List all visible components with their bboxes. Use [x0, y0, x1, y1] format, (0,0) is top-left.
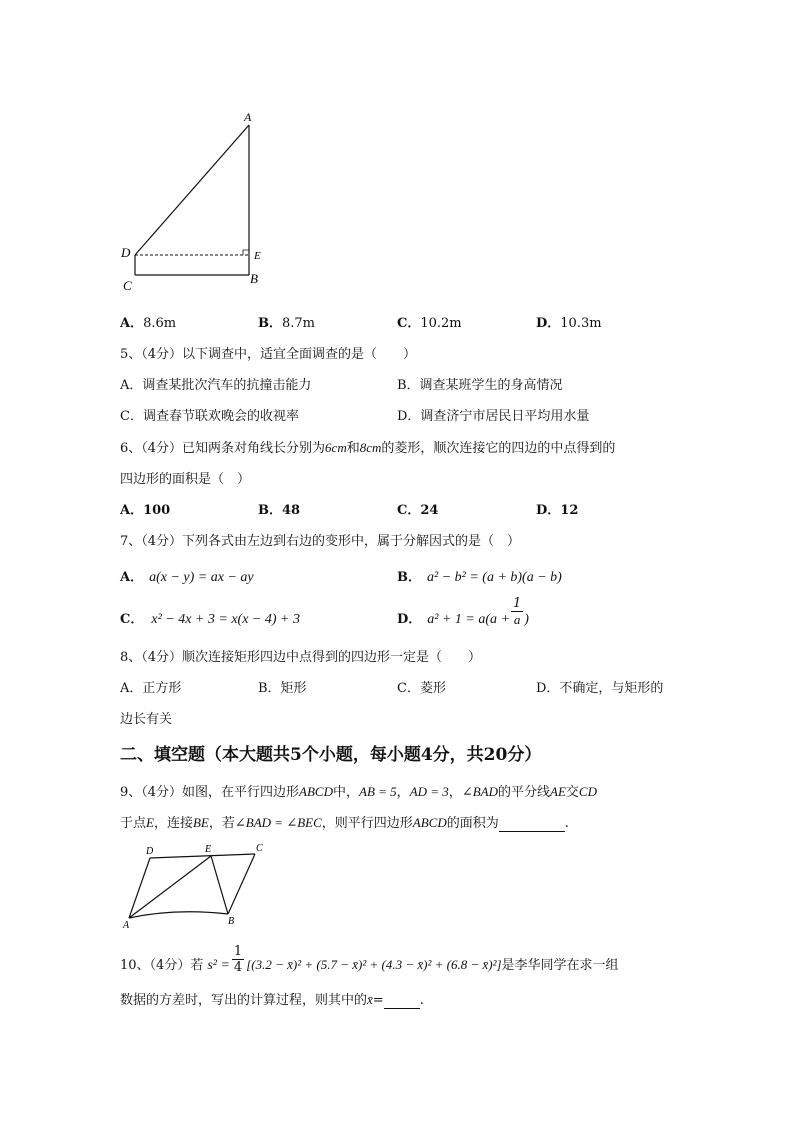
q5-stem: 5、（4分）以下调查中，适宜全面调查的是（ ） — [120, 347, 417, 362]
q7-option-d: D． a² + 1 = a(a + $\frac{1}{a}$ ) — [397, 596, 529, 627]
line-eb — [211, 856, 228, 914]
q9-figure — [115, 838, 275, 933]
q6-stem: 6、（4分）已知两条对角线长分别为6cm和8cm的菱形，顺次连接它的四边的中点得到的 — [120, 440, 616, 456]
q6-option-a: A．100 — [120, 503, 171, 518]
q9-line1: 9、（4分）如图，在平行四边形ABCD中，AB = 5，AD = 3，∠BAD的平分线AE交CD — [120, 784, 597, 800]
label-e: E — [254, 250, 261, 262]
label-c: C — [256, 843, 263, 854]
q10-line1: 10、（4分）若 s² = $\frac{1}{4}$ [(3.2 − x̄)² + (5.7 − x̄)² + (4.3 − x̄)² + (6.8 − x̄)²]是李华同学在求一组 — [120, 944, 619, 975]
q5-option-c: C．调查春节联欢晚会的收视率 — [120, 409, 299, 424]
q8-option-a: A．正方形 — [120, 681, 182, 696]
right-angle-mark — [243, 250, 249, 255]
q9-answer-blank[interactable] — [499, 816, 565, 832]
line-ad — [135, 125, 249, 255]
q10-line2: 数据的方差时，写出的计算过程，则其中的x̄= . — [120, 992, 424, 1008]
q4-option-a: A．8.6m — [120, 316, 177, 331]
q6-option-b: B．48 — [258, 503, 301, 518]
q5-option-a: A．调查某批次汽车的抗撞击能力 — [120, 378, 312, 393]
q7-option-c: C． x² − 4x + 3 = x(x − 4) + 3 — [120, 612, 300, 627]
q7-option-b: B． a² − b² = (a + b)(a − b) — [397, 570, 562, 585]
q5-option-d: D．调查济宁市居民日平均用水量 — [397, 409, 590, 424]
q4-figure — [110, 105, 290, 300]
q8-option-c: C．菱形 — [397, 681, 446, 696]
q4-option-c: C．10.2m — [397, 316, 462, 331]
q9-line2: 于点E，连接BE，若∠BAD = ∠BEC，则平行四边形ABCD的面积为 . — [120, 815, 569, 831]
label-b: B — [228, 916, 235, 927]
section-2-title: 二、填空题（本大题共5个小题，每小题4分，共20分） — [120, 745, 542, 765]
label-d: D — [146, 846, 154, 857]
q6-stem-line2: 四边形的面积是（ ） — [120, 472, 251, 487]
q10-fraction: $\frac{1}{4}$ — [233, 944, 243, 975]
label-a: A — [244, 110, 252, 124]
q10-answer-blank[interactable] — [384, 993, 420, 1009]
q5-option-b: B．调查某班学生的身高情况 — [397, 378, 563, 393]
q8-option-b: B．矩形 — [258, 681, 307, 696]
line-dc — [150, 854, 255, 858]
label-c: C — [123, 278, 132, 293]
q7-stem: 7、（4分）下列各式由左边到右边的变形中，属于分解因式的是（ ） — [120, 534, 521, 549]
q4-option-d: D．10.3m — [536, 316, 602, 331]
q8-option-d-continued: 边长有关 — [120, 712, 173, 727]
line-ab — [129, 912, 228, 918]
line-ae — [129, 856, 211, 918]
label-b: B — [250, 271, 258, 286]
q6-option-c: C．24 — [397, 503, 439, 518]
q7-d-fraction: $\frac{1}{a}$ — [512, 596, 522, 627]
line-da — [129, 858, 150, 918]
label-e: E — [205, 844, 212, 855]
q8-stem: 8、（4分）顺次连接矩形四边中点得到的四边形一定是（ ） — [120, 650, 482, 665]
q8-option-d: D．不确定，与矩形的 — [536, 681, 664, 696]
label-d: D — [121, 245, 131, 260]
label-a: A — [123, 920, 130, 931]
q4-option-b: B．8.7m — [258, 316, 316, 331]
q6-option-d: D．12 — [536, 503, 579, 518]
q7-option-a: A． a(x − y) = ax − ay — [120, 570, 254, 585]
line-cb — [228, 854, 255, 914]
